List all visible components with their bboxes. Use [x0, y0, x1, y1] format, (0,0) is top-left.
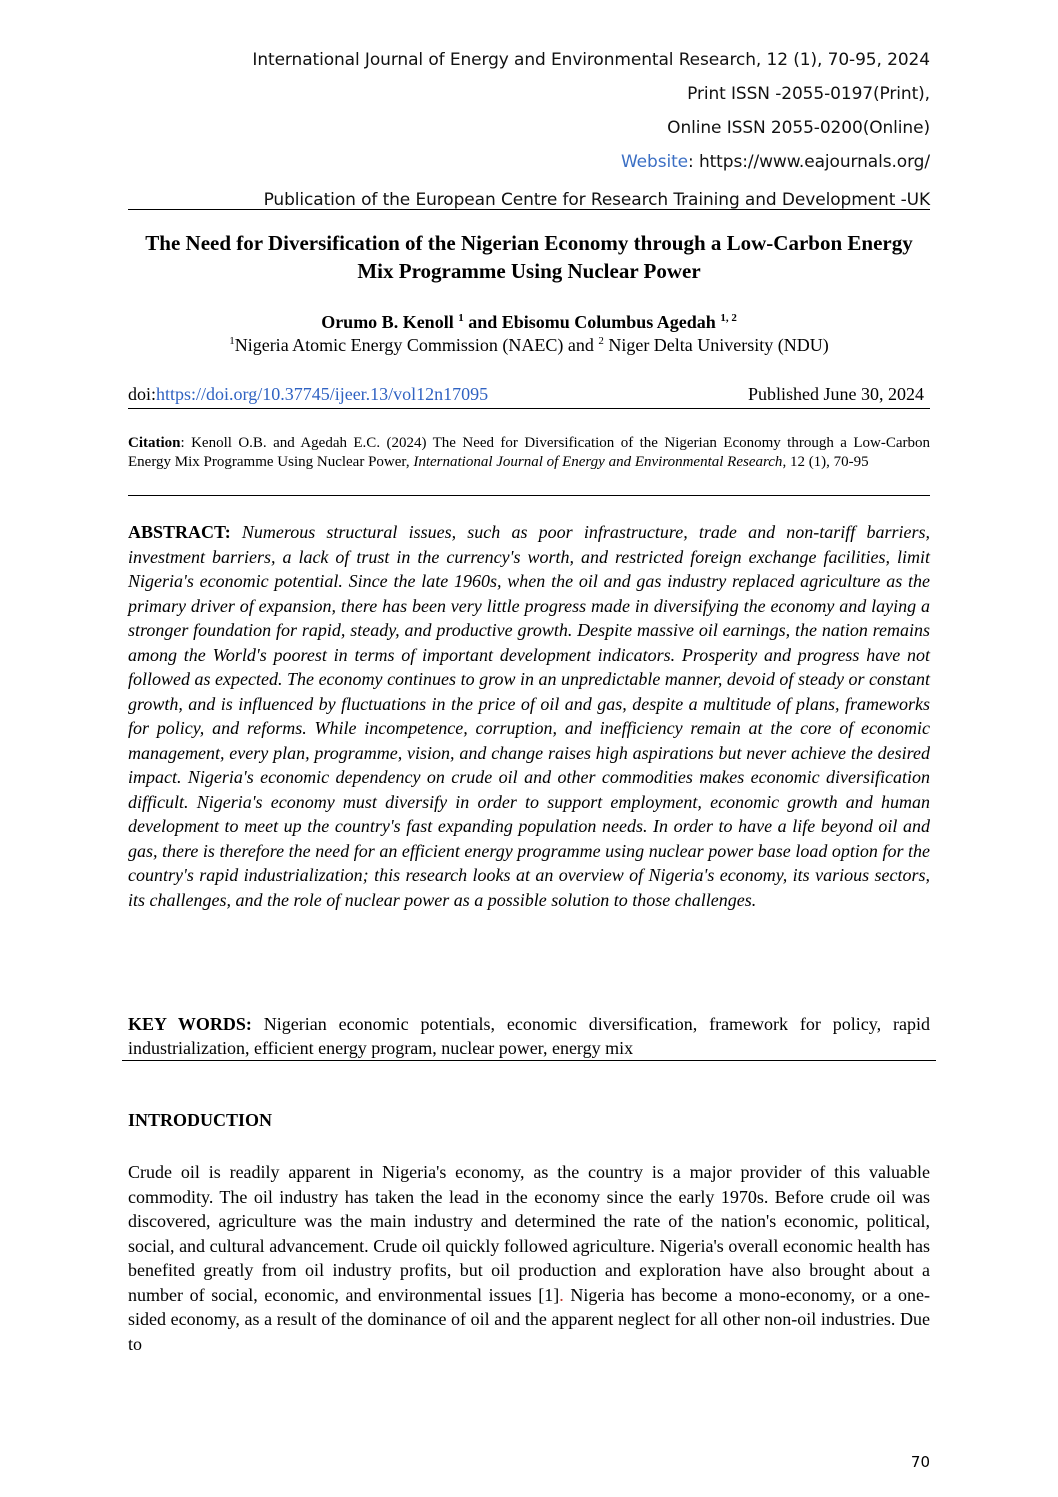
introduction-heading: INTRODUCTION	[128, 1110, 273, 1130]
intro-text-1: Crude oil is readily apparent in Nigeria's economy, as the country is a major provider of this valuable commodity. The oil industry has taken the lead in the economy since the early 1970s. Before crude oil was discovered, agriculture was the main industry and determined the rate of the nation's economic, political, social, and cultural advancement. Crude oil quickly followed agriculture. Nigeria's overall economic health has benefited greatly from oil industry profits, but oil production and exploration have also brought about a number of social, economic, and environmental issues [1]	[128, 1162, 930, 1305]
keywords-text: Nigerian economic potentials, economic diversification, framework for policy, rapid industrialization, efficient energy program, nuclear power, energy mix	[128, 1014, 930, 1058]
affiliation-2: Niger Delta University (NDU)	[603, 335, 829, 355]
citation-rule	[128, 495, 930, 496]
abstract-label: ABSTRACT:	[128, 522, 231, 542]
doi-row	[128, 384, 924, 405]
keywords-rule	[122, 1060, 936, 1061]
affil-sup-2: 2	[598, 335, 604, 347]
website-url[interactable]: : https://www.eajournals.org/	[688, 152, 930, 172]
intro-ref-dot: .	[559, 1284, 564, 1305]
abstract-text: Numerous structural issues, such as poor infrastructure, trade and non-tariff barriers, investment barriers, a lack of trust in the currency's worth, and restricted foreign exchange facilities, limit Nigeria's economic potential. Since the late 1960s, when the oil and gas industry replaced agriculture as the primary driver of expansion, there has been very little progress made in diversifying the economy and laying a stronger foundation for rapid, steady, and productive growth. Despite massive oil earnings, the nation remains among the World's poorest in terms of important development indicators. Prosperity and progress have not followed as expected. The economy continues to grow in an unpredictable manner, devoid of steady or constant growth, and is influenced by fluctuations in the price of oil and gas, despite a multitude of plans, frameworks for policy, and reforms. While incompetence, corruption, and inefficiency remain at the core of economic management, every plan, programme, vision, and change raises high aspirations but never achieve the desired impact. Nigeria's economic dependency on crude oil and other commodities makes economic diversification difficult. Nigeria's economy must diversify in order to support employment, economic growth and human development to meet up the country's fast expanding population needs. In order to have a life beyond oil and gas, there is therefore the need for an efficient energy programme using nuclear power base load option for the country's rapid industrialization; this research looks at an overview of Nigeria's economy, its various sectors, its challenges, and the role of nuclear power as a possible solution to those challenges.	[128, 522, 930, 910]
keywords-label: KEY WORDS:	[128, 1014, 252, 1034]
journal-header-line: International Journal of Energy and Environmental Research, 12 (1), 70-95, 2024	[252, 50, 930, 70]
doi-rule	[128, 408, 930, 409]
doi	[128, 384, 488, 405]
citation	[128, 434, 930, 472]
abstract	[128, 520, 930, 912]
doi-prefix: doi:	[128, 384, 157, 404]
page-number: 70	[910, 1453, 930, 1471]
keywords	[128, 1012, 930, 1060]
citation-label: Citation	[128, 435, 181, 451]
citation-tail: , 12 (1), 70-95	[782, 454, 869, 470]
doi-link[interactable]: https://doi.org/10.37745/ijeer.13/vol12n17095	[156, 384, 489, 404]
print-issn: Print ISSN -2055-0197(Print),	[687, 84, 930, 104]
introduction-paragraph	[128, 1160, 930, 1356]
intro-text-2: Nigeria has become a mono-economy, or a one-sided economy, as a result of the dominance of oil and the apparent neglect for all other non-oil industries. Due to	[128, 1284, 930, 1354]
published-date: Published June 30, 2024	[747, 384, 924, 404]
citation-journal: International Journal of Energy and Environmental Research	[413, 454, 783, 470]
website-line	[621, 152, 930, 172]
author-2-sup: 1, 2	[720, 312, 737, 324]
author-1-sup: 1	[458, 312, 464, 324]
authors	[128, 312, 930, 333]
website-label: Website	[620, 152, 689, 172]
affiliation-1: Nigeria Atomic Energy Commission (NAEC) and	[234, 335, 594, 355]
author-2: and Ebisomu Columbus Agedah	[463, 312, 716, 332]
affil-sup-1: 1	[229, 335, 235, 347]
citation-text: : Kenoll O.B. and Agedah E.C. (2024) The Need for Diversification of the Nigerian Economy through a Low-Carbon Energy Mix Programme Using Nuclear Power,	[128, 435, 930, 470]
publisher-line: Publication of the European Centre for Research Training and Development -UK	[263, 190, 930, 210]
affiliations	[128, 335, 930, 356]
paper-title: The Need for Diversification of the Nigerian Economy through a Low-Carbon Energy Mix Programme Using Nuclear Power	[145, 231, 913, 283]
author-1: Orumo B. Kenoll	[321, 312, 454, 332]
online-issn: Online ISSN 2055-0200(Online)	[667, 118, 930, 138]
